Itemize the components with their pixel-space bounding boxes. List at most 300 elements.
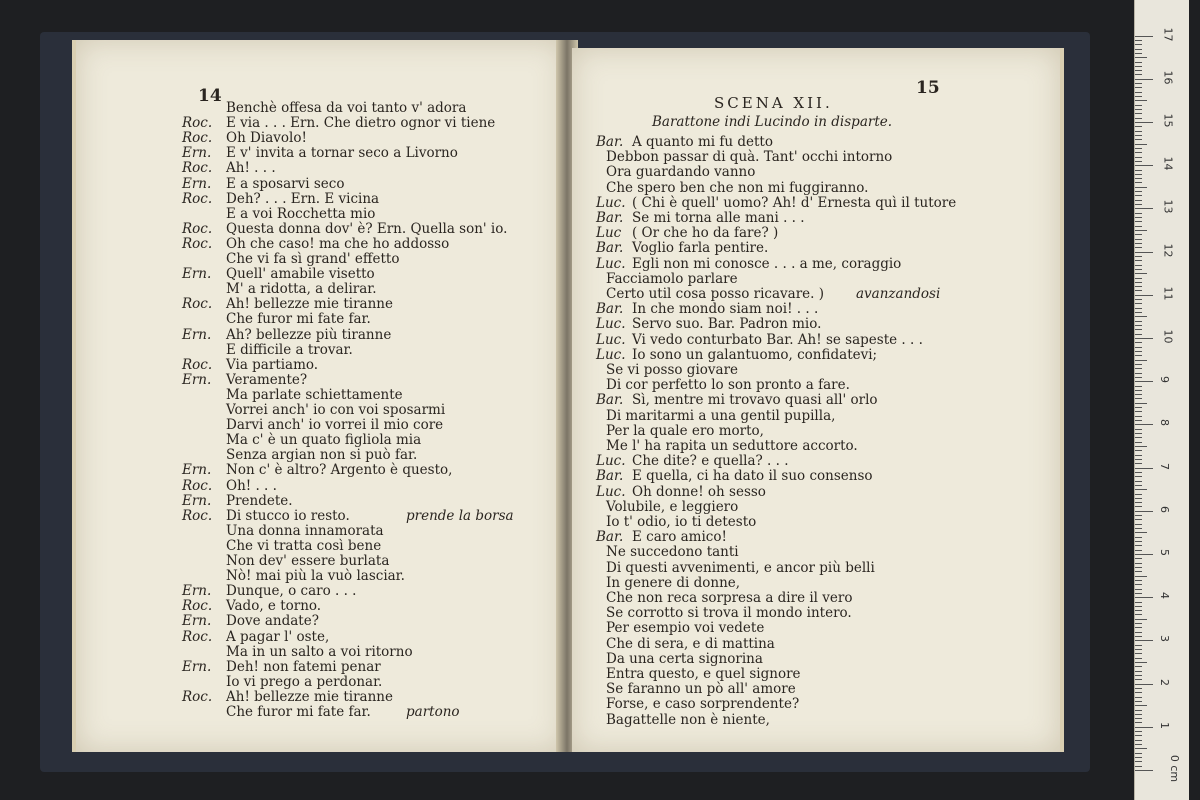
ruler-label: 12 bbox=[1161, 243, 1175, 258]
ruler-minor-tick bbox=[1135, 718, 1142, 719]
ruler-minor-tick bbox=[1135, 178, 1142, 179]
ruler-minor-tick bbox=[1135, 627, 1142, 628]
ruler-minor-tick bbox=[1135, 62, 1142, 63]
ruler-minor-tick bbox=[1135, 321, 1142, 322]
ruler-minor-tick bbox=[1135, 498, 1142, 499]
verse-line: Ah? bellezze più tiranne bbox=[226, 326, 392, 343]
verse-line: Debbon passar di quà. Tant' occhi intorno bbox=[606, 149, 893, 166]
ruler-minor-tick bbox=[1135, 377, 1142, 378]
ruler-label: 5 bbox=[1158, 549, 1171, 556]
ruler-minor-tick bbox=[1135, 126, 1142, 127]
speaker-label: Roc. bbox=[182, 190, 213, 207]
ruler-minor-tick bbox=[1135, 761, 1142, 762]
ruler-minor-tick bbox=[1135, 100, 1147, 101]
speaker-label: Roc. bbox=[182, 296, 213, 313]
speaker-label: Bar. bbox=[596, 468, 624, 485]
ruler-minor-tick bbox=[1135, 96, 1142, 97]
speaker-label: Luc. bbox=[596, 331, 626, 348]
ruler-minor-tick bbox=[1135, 213, 1142, 214]
ruler-minor-tick bbox=[1135, 403, 1147, 404]
verse-line: Che spero ben che non mi fuggiranno. bbox=[606, 179, 869, 196]
ruler-minor-tick bbox=[1135, 170, 1142, 171]
ruler-minor-tick bbox=[1135, 299, 1142, 300]
ruler-minor-tick bbox=[1135, 455, 1142, 456]
speaker-label: Ern. bbox=[182, 462, 212, 479]
verse-line: Facciamolo parlare bbox=[606, 270, 738, 287]
ruler-minor-tick bbox=[1135, 494, 1142, 495]
ruler-minor-tick bbox=[1135, 519, 1142, 520]
ruler-minor-tick bbox=[1135, 256, 1142, 257]
ruler-tick bbox=[1135, 511, 1153, 512]
ruler-minor-tick bbox=[1135, 692, 1142, 693]
ruler-minor-tick bbox=[1135, 66, 1142, 67]
verse-line: Ne succedono tanti bbox=[606, 544, 739, 561]
ruler-minor-tick bbox=[1135, 701, 1142, 702]
ruler-minor-tick bbox=[1135, 265, 1142, 266]
ruler-label: 17 bbox=[1161, 27, 1175, 42]
ruler-minor-tick bbox=[1135, 342, 1142, 343]
speaker-label: Luc. bbox=[596, 483, 626, 500]
verse-line: Se vi posso giovare bbox=[606, 362, 739, 378]
ruler-label: 15 bbox=[1161, 113, 1175, 128]
ruler-minor-tick bbox=[1135, 722, 1142, 723]
page-number: 15 bbox=[916, 78, 940, 98]
ruler-minor-tick bbox=[1135, 528, 1142, 529]
verse-line: Volubile, e leggiero bbox=[606, 498, 739, 515]
speaker-label: Roc. bbox=[182, 115, 213, 132]
verse-line: Che vi fa sì grand' effetto bbox=[226, 251, 400, 267]
ruler-tick bbox=[1135, 295, 1153, 296]
ruler-minor-tick bbox=[1135, 398, 1142, 399]
verse-line: Di cor perfetto lo son pronto a fare. bbox=[606, 377, 850, 394]
ruler-minor-tick bbox=[1135, 118, 1142, 119]
ruler-minor-tick bbox=[1135, 481, 1142, 482]
ruler-minor-tick bbox=[1135, 217, 1142, 218]
verse-line: Io t' odio, io ti detesto bbox=[606, 514, 757, 530]
verse-line: Darvi anch' io vorrei il mio core bbox=[226, 417, 444, 434]
ruler-minor-tick bbox=[1135, 567, 1142, 568]
ruler-minor-tick bbox=[1135, 247, 1142, 248]
ruler-label: 4 bbox=[1158, 592, 1171, 600]
verse-line: Se corrotto si trova il mondo intero. bbox=[606, 605, 852, 622]
ruler-minor-tick bbox=[1135, 705, 1147, 706]
speaker-label: Roc. bbox=[182, 507, 213, 524]
ruler-tick bbox=[1135, 338, 1153, 339]
verse-line: Oh Diavolo! bbox=[226, 130, 307, 147]
ruler-minor-tick bbox=[1135, 191, 1142, 192]
speaker-label: Roc. bbox=[182, 160, 213, 177]
ruler-minor-tick bbox=[1135, 200, 1142, 201]
speaker-label: Luc. bbox=[596, 316, 626, 333]
ruler-minor-tick bbox=[1135, 515, 1142, 516]
ruler-minor-tick bbox=[1135, 221, 1142, 222]
ruler-minor-tick bbox=[1135, 645, 1142, 646]
ruler-label: 11 bbox=[1161, 286, 1175, 301]
verse-line: In che mondo siam noi! . . . bbox=[632, 301, 819, 318]
ruler-minor-tick bbox=[1135, 282, 1142, 283]
ruler-minor-tick bbox=[1135, 355, 1142, 356]
ruler-label: 10 bbox=[1161, 329, 1175, 344]
ruler-label: 0 cm bbox=[1168, 754, 1182, 783]
verse-line: Ah! bellezze mie tiranne bbox=[226, 688, 393, 705]
ruler-minor-tick bbox=[1135, 589, 1142, 590]
verse-line: Senza argian non si può far. bbox=[226, 447, 418, 464]
ruler-minor-tick bbox=[1135, 472, 1142, 473]
speaker-label: Bar. bbox=[596, 301, 624, 318]
ruler-minor-tick bbox=[1135, 373, 1142, 374]
verse-line: E quella, ci ha dato il suo consenso bbox=[632, 468, 873, 485]
verse-line: Vorrei anch' io con voi sposarmi bbox=[226, 402, 446, 418]
ruler-minor-tick bbox=[1135, 278, 1142, 279]
ruler-minor-tick bbox=[1135, 187, 1147, 188]
ruler-minor-tick bbox=[1135, 653, 1142, 654]
ruler-minor-tick bbox=[1135, 636, 1142, 637]
verse-line: Deh? . . . Ern. E vicina bbox=[226, 190, 380, 207]
verse-line: Una donna innamorata bbox=[226, 522, 384, 539]
ruler-minor-tick bbox=[1135, 273, 1147, 274]
ruler-minor-tick bbox=[1135, 697, 1142, 698]
ruler-tick bbox=[1135, 770, 1153, 771]
ruler-label: 9 bbox=[1158, 376, 1171, 384]
ruler-minor-tick bbox=[1135, 87, 1142, 88]
ruler-minor-tick bbox=[1135, 541, 1142, 542]
ruler-label: 7 bbox=[1158, 462, 1171, 470]
verse-line: E v' invita a tornar seco a Livorno bbox=[226, 145, 458, 162]
ruler-minor-tick bbox=[1135, 239, 1142, 240]
verse-line: Ah! bellezze mie tiranne bbox=[226, 296, 393, 313]
ruler-minor-tick bbox=[1135, 57, 1147, 58]
ruler-minor-tick bbox=[1135, 40, 1142, 41]
ruler-tick bbox=[1135, 554, 1153, 555]
ruler-minor-tick bbox=[1135, 182, 1142, 183]
ruler-tick bbox=[1135, 79, 1153, 80]
verse-line: Di questi avvenimenti, e ancor più belli bbox=[606, 559, 875, 576]
speaker-label: Ern. bbox=[182, 145, 212, 162]
ruler-minor-tick bbox=[1135, 325, 1142, 326]
ruler-minor-tick bbox=[1135, 135, 1142, 136]
ruler-tick bbox=[1135, 36, 1153, 37]
ruler-minor-tick bbox=[1135, 386, 1142, 387]
ruler-minor-tick bbox=[1135, 619, 1147, 620]
ruler-minor-tick bbox=[1135, 679, 1142, 680]
verse-line: Io sono un galantuomo, confidatevi; bbox=[632, 346, 878, 363]
verse-line: Vi vedo conturbato Bar. Ah! se sapeste . . . bbox=[632, 331, 923, 348]
ruler-minor-tick bbox=[1135, 748, 1147, 749]
verse-line: Che dite? e quella? . . . bbox=[632, 453, 789, 470]
ruler-minor-tick bbox=[1135, 602, 1142, 603]
ruler-label: 1 bbox=[1158, 721, 1171, 729]
verse-line: Non dev' essere burlata bbox=[226, 553, 390, 569]
speaker-label: Luc. bbox=[596, 453, 626, 470]
ruler-minor-tick bbox=[1135, 459, 1142, 460]
verse-line: Sì, mentre mi trovavo quasi all' orlo bbox=[632, 392, 878, 409]
verse-line: Per la quale ero morto, bbox=[606, 422, 764, 439]
ruler-minor-tick bbox=[1135, 195, 1142, 196]
ruler-minor-tick bbox=[1135, 714, 1142, 715]
ruler-minor-tick bbox=[1135, 174, 1142, 175]
speaker-label: Ern. bbox=[182, 658, 212, 675]
verse-line: ( Or che ho da fare? ) bbox=[632, 225, 779, 242]
speaker-label: Luc bbox=[596, 225, 622, 242]
ruler-minor-tick bbox=[1135, 144, 1147, 145]
verse-line: Voglio farla pentire. bbox=[632, 240, 769, 257]
speaker-label: Roc. bbox=[182, 688, 213, 705]
verse-line: Servo suo. Bar. Padron mio. bbox=[632, 316, 822, 333]
ruler-minor-tick bbox=[1135, 226, 1142, 227]
verse-line: E a voi Rocchetta mio bbox=[226, 205, 376, 222]
ruler-minor-tick bbox=[1135, 485, 1142, 486]
ruler-minor-tick bbox=[1135, 368, 1142, 369]
verse-line: Vado, e torno. bbox=[226, 598, 322, 615]
verse-line: Che furor mi fate far. bbox=[226, 311, 371, 328]
verse-line: Benchè offesa da voi tanto v' adora bbox=[226, 100, 467, 116]
speaker-label: Ern. bbox=[182, 326, 212, 343]
verse-line: Se faranno un pò all' amore bbox=[606, 681, 796, 698]
ruler-minor-tick bbox=[1135, 524, 1142, 525]
speaker-label: Ern. bbox=[182, 492, 212, 509]
ruler-minor-tick bbox=[1135, 623, 1142, 624]
verse-line: Questa donna dov' è? Ern. Quella son' io. bbox=[226, 220, 508, 237]
speaker-label: Roc. bbox=[182, 235, 213, 252]
ruler-minor-tick bbox=[1135, 662, 1147, 663]
ruler-minor-tick bbox=[1135, 316, 1147, 317]
ruler-minor-tick bbox=[1135, 429, 1142, 430]
verse-line: Quell' amabile visetto bbox=[226, 266, 375, 283]
ruler-minor-tick bbox=[1135, 105, 1142, 106]
ruler-minor-tick bbox=[1135, 446, 1147, 447]
ruler-minor-tick bbox=[1135, 148, 1142, 149]
speaker-label: Luc. bbox=[596, 194, 626, 211]
ruler-minor-tick bbox=[1135, 532, 1147, 533]
ruler-tick bbox=[1135, 597, 1153, 598]
ruler-minor-tick bbox=[1135, 649, 1142, 650]
ruler-minor-tick bbox=[1135, 576, 1147, 577]
ruler-minor-tick bbox=[1135, 671, 1142, 672]
ruler-label: 3 bbox=[1158, 635, 1171, 643]
left-page bbox=[72, 40, 564, 752]
ruler-label: 2 bbox=[1158, 678, 1171, 686]
stage-direction: avanzandosi bbox=[856, 286, 941, 302]
ruler-minor-tick bbox=[1135, 489, 1147, 490]
ruler-minor-tick bbox=[1135, 351, 1142, 352]
verse-line: Oh donne! oh sesso bbox=[632, 483, 766, 500]
verse-line: Ora guardando vanno bbox=[606, 164, 756, 181]
verse-line: Se mi torna alle mani . . . bbox=[632, 210, 805, 226]
ruler-minor-tick bbox=[1135, 243, 1142, 244]
ruler-tick bbox=[1135, 381, 1153, 382]
ruler-minor-tick bbox=[1135, 632, 1142, 633]
verse-line: A pagar l' oste, bbox=[226, 628, 330, 645]
ruler-minor-tick bbox=[1135, 286, 1142, 287]
ruler-tick bbox=[1135, 208, 1153, 209]
speaker-label: Ern. bbox=[182, 613, 212, 630]
ruler-minor-tick bbox=[1135, 537, 1142, 538]
ruler-minor-tick bbox=[1135, 308, 1142, 309]
verse-line: Di maritarmi a una gentil pupilla, bbox=[606, 407, 836, 424]
ruler-tick bbox=[1135, 684, 1153, 685]
ruler-minor-tick bbox=[1135, 558, 1142, 559]
ruler-minor-tick bbox=[1135, 204, 1142, 205]
ruler-tick bbox=[1135, 424, 1153, 425]
ruler-minor-tick bbox=[1135, 161, 1142, 162]
ruler-tick bbox=[1135, 122, 1153, 123]
ruler-minor-tick bbox=[1135, 744, 1142, 745]
ruler-label: 13 bbox=[1161, 199, 1175, 214]
speaker-label: Bar. bbox=[596, 392, 624, 409]
speaker-label: Luc. bbox=[596, 255, 626, 272]
stage-direction: partono bbox=[406, 704, 460, 720]
speaker-label: Luc. bbox=[596, 346, 626, 363]
verse-line: E a sposarvi seco bbox=[226, 175, 345, 192]
verse-line: E via . . . Ern. Che dietro ognor vi tiene bbox=[226, 115, 496, 132]
speaker-label: Ern. bbox=[182, 266, 212, 283]
ruler-label: 14 bbox=[1161, 156, 1175, 171]
ruler-minor-tick bbox=[1135, 753, 1142, 754]
ruler-minor-tick bbox=[1135, 420, 1142, 421]
verse-line: M' a ridotta, a delirar. bbox=[226, 281, 377, 298]
verse-line: Oh che caso! ma che ho addosso bbox=[226, 235, 450, 252]
verse-line: Egli non mi conosce . . . a me, coraggio bbox=[632, 255, 902, 272]
ruler-minor-tick bbox=[1135, 157, 1142, 158]
verse-line: Nò! mai più la vuò lasciar. bbox=[226, 568, 405, 585]
right-page bbox=[572, 48, 1064, 752]
scene-heading: SCENA XII. bbox=[714, 94, 833, 112]
verse-line: Non c' è altro? Argento è questo, bbox=[226, 462, 453, 479]
ruler-minor-tick bbox=[1135, 416, 1142, 417]
ruler-minor-tick bbox=[1135, 658, 1142, 659]
verse-line: Me l' ha rapita un seduttore accorto. bbox=[606, 438, 858, 454]
ruler-minor-tick bbox=[1135, 139, 1142, 140]
ruler-minor-tick bbox=[1135, 450, 1142, 451]
verse-line: Certo util cosa posso ricavare. ) bbox=[606, 286, 825, 302]
verse-line: Ah! . . . bbox=[226, 160, 276, 177]
ruler-minor-tick bbox=[1135, 735, 1142, 736]
ruler-minor-tick bbox=[1135, 610, 1142, 611]
verse-line: Deh! non fatemi penar bbox=[226, 658, 381, 675]
ruler-minor-tick bbox=[1135, 83, 1142, 84]
ruler-minor-tick bbox=[1135, 109, 1142, 110]
ruler-minor-tick bbox=[1135, 53, 1142, 54]
ruler-minor-tick bbox=[1135, 347, 1142, 348]
speaker-label: Roc. bbox=[182, 477, 213, 494]
ruler-minor-tick bbox=[1135, 303, 1142, 304]
speaker-label: Roc. bbox=[182, 220, 213, 237]
verse-line: Entra questo, e quel signore bbox=[606, 666, 801, 682]
ruler-minor-tick bbox=[1135, 234, 1142, 235]
ruler-minor-tick bbox=[1135, 411, 1142, 412]
ruler-minor-tick bbox=[1135, 312, 1142, 313]
verse-line: Per esempio voi vedete bbox=[606, 620, 765, 637]
ruler-minor-tick bbox=[1135, 70, 1142, 71]
ruler-minor-tick bbox=[1135, 390, 1142, 391]
speaker-label: Bar. bbox=[596, 529, 624, 546]
verse-line: Prendete. bbox=[226, 492, 293, 509]
speaker-label: Roc. bbox=[182, 130, 213, 147]
ruler-minor-tick bbox=[1135, 74, 1142, 75]
ruler-minor-tick bbox=[1135, 360, 1147, 361]
ruler-minor-tick bbox=[1135, 290, 1142, 291]
verse-line: Che furor mi fate far. bbox=[226, 704, 371, 720]
measuring-ruler bbox=[1134, 0, 1189, 800]
ruler-minor-tick bbox=[1135, 688, 1142, 689]
ruler-minor-tick bbox=[1135, 394, 1142, 395]
verse-line: Io vi prego a perdonar. bbox=[226, 673, 383, 690]
verse-line: Oh! . . . bbox=[226, 477, 277, 494]
verse-line: Che non reca sorpresa a dire il vero bbox=[606, 590, 853, 606]
verse-line: E caro amico! bbox=[632, 529, 727, 546]
page-number: 14 bbox=[198, 86, 222, 106]
ruler-minor-tick bbox=[1135, 442, 1142, 443]
verse-line: Veramente? bbox=[226, 371, 308, 388]
speaker-label: Bar. bbox=[596, 240, 624, 257]
ruler-minor-tick bbox=[1135, 584, 1142, 585]
verse-line: Ma c' è un quato figliola mia bbox=[226, 432, 422, 449]
verse-line: Che di sera, e di mattina bbox=[606, 635, 775, 652]
speaker-label: Ern. bbox=[182, 175, 212, 192]
verse-line: Che vi tratta così bene bbox=[226, 537, 382, 554]
speaker-label: Ern. bbox=[182, 583, 212, 600]
ruler-minor-tick bbox=[1135, 260, 1142, 261]
ruler-minor-tick bbox=[1135, 571, 1142, 572]
verse-line: E difficile a trovar. bbox=[226, 341, 353, 358]
ruler-minor-tick bbox=[1135, 152, 1142, 153]
ruler-label: 16 bbox=[1161, 70, 1175, 85]
speaker-label: Roc. bbox=[182, 628, 213, 645]
ruler-minor-tick bbox=[1135, 131, 1142, 132]
ruler-tick bbox=[1135, 468, 1153, 469]
ruler-minor-tick bbox=[1135, 675, 1142, 676]
ruler-minor-tick bbox=[1135, 433, 1142, 434]
ruler-label: 6 bbox=[1158, 505, 1171, 513]
ruler-minor-tick bbox=[1135, 44, 1142, 45]
ruler-tick bbox=[1135, 727, 1153, 728]
speaker-label: Roc. bbox=[182, 356, 213, 373]
ruler-minor-tick bbox=[1135, 614, 1142, 615]
ruler-minor-tick bbox=[1135, 407, 1142, 408]
ruler-minor-tick bbox=[1135, 757, 1142, 758]
ruler-minor-tick bbox=[1135, 113, 1142, 114]
ruler-minor-tick bbox=[1135, 230, 1147, 231]
ruler-minor-tick bbox=[1135, 550, 1142, 551]
ruler-tick bbox=[1135, 252, 1153, 253]
verse-line: Bagattelle non è niente, bbox=[606, 711, 770, 728]
speaker-label: Bar. bbox=[596, 210, 624, 226]
ruler-minor-tick bbox=[1135, 766, 1142, 767]
verse-line: In genere di donne, bbox=[606, 574, 741, 591]
ruler-minor-tick bbox=[1135, 593, 1142, 594]
verse-line: Ma parlate schiettamente bbox=[226, 386, 403, 403]
stage-direction: prende la borsa bbox=[406, 507, 514, 524]
ruler-minor-tick bbox=[1135, 269, 1142, 270]
ruler-minor-tick bbox=[1135, 92, 1142, 93]
ruler-minor-tick bbox=[1135, 463, 1142, 464]
ruler-minor-tick bbox=[1135, 437, 1142, 438]
verse-line: Forse, e caso sorprendente? bbox=[606, 696, 800, 713]
verse-line: Via partiamo. bbox=[226, 356, 319, 373]
verse-line: Dunque, o caro . . . bbox=[226, 583, 357, 600]
ruler-minor-tick bbox=[1135, 364, 1142, 365]
verse-line: Ma in un salto a voi ritorno bbox=[226, 643, 413, 660]
ruler-minor-tick bbox=[1135, 731, 1142, 732]
ruler-minor-tick bbox=[1135, 740, 1142, 741]
verse-line: Dove andate? bbox=[226, 613, 319, 630]
ruler-minor-tick bbox=[1135, 666, 1142, 667]
ruler-label: 8 bbox=[1158, 419, 1171, 427]
ruler-minor-tick bbox=[1135, 563, 1142, 564]
ruler-minor-tick bbox=[1135, 329, 1142, 330]
speaker-label: Bar. bbox=[596, 134, 624, 150]
ruler-minor-tick bbox=[1135, 710, 1142, 711]
